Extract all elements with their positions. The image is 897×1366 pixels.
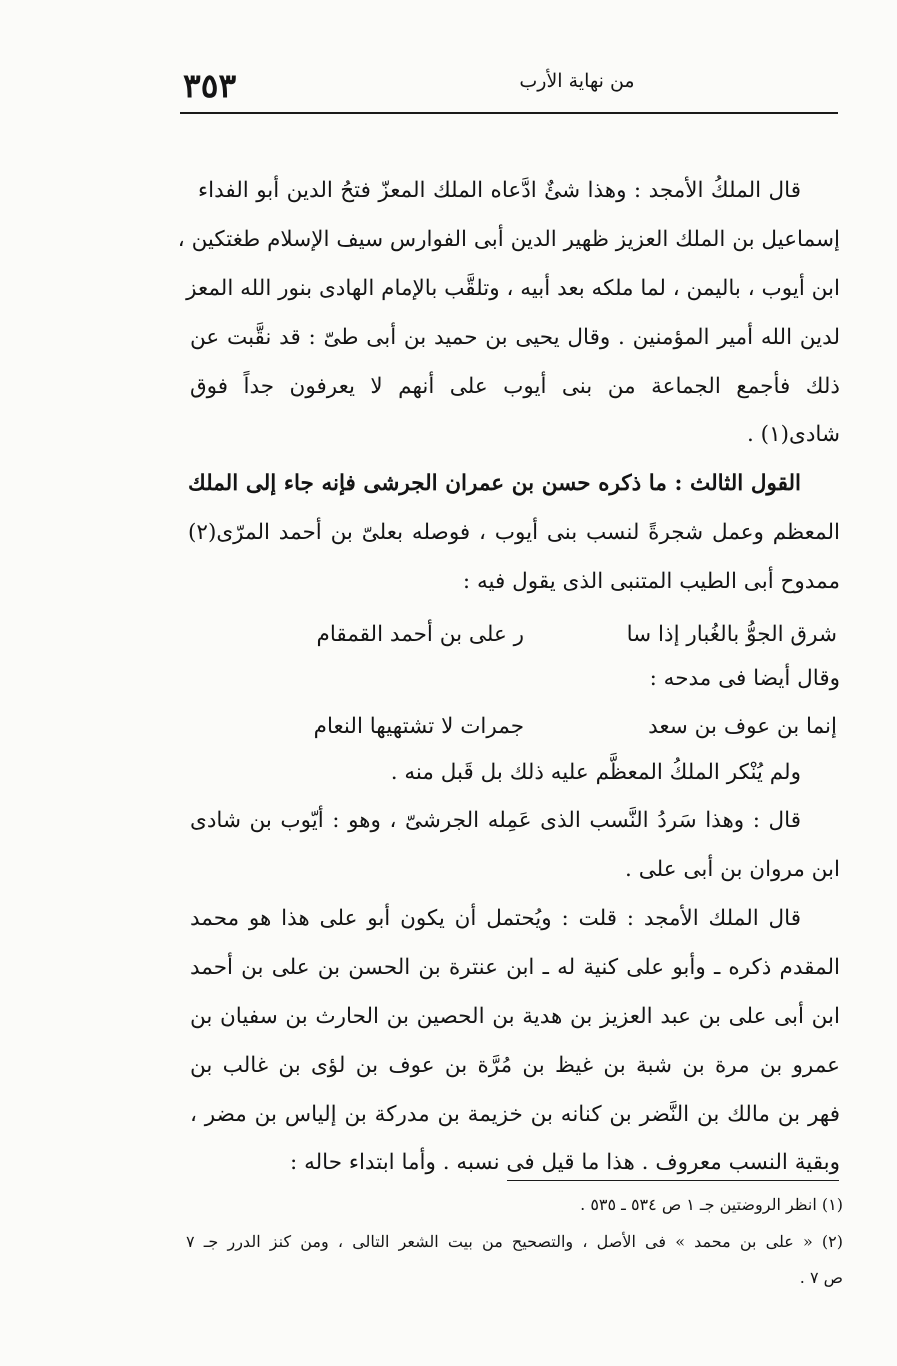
- text-line: لدين الله أمير المؤمنين . وقال يحيى بن حميد بن أبى طىّ : قد نقَّبت عن: [190, 325, 840, 350]
- verse-1-first-hemistich: شرق الجوُّ بالغُبار إذا سا: [626, 622, 837, 647]
- text-line: قال الملك الأمجد : قلت : ويُحتمل أن يكون أبو على هذا هو محمد: [190, 906, 801, 931]
- text-line: ابن مروان بن أبى على .: [625, 857, 840, 882]
- text-line: المقدم ذكره ـ وأبو على كنية له ـ ابن عنترة بن الحسن بن على بن أحمد: [190, 955, 840, 980]
- text-line: عمرو بن مرة بن شبة بن غيظ بن مُرَّة بن عوف بن لؤى بن غالب بن: [190, 1053, 840, 1078]
- text-line: وبقية النسب معروف . هذا ما قيل فى نسبه . وأما ابتداء حاله :: [290, 1150, 840, 1175]
- text-line: وقال أيضا فى مدحه :: [649, 666, 840, 691]
- footnote-rule: [507, 1180, 839, 1181]
- text-line: ولم يُنْكر الملكُ المعظَّم عليه ذلك بل قَبل منه .: [390, 760, 801, 785]
- footnote-2-continuation: ص ٧ .: [799, 1268, 843, 1287]
- verse-2-second-hemistich: جمرات لا تشتهيها النعام: [313, 714, 524, 739]
- footnote-1: (١) انظر الروضتين جـ ١ ص ٥٣٤ ـ ٥٣٥ .: [580, 1195, 843, 1214]
- text-line: شادى(١) .: [747, 422, 840, 447]
- text-line: إسماعيل بن الملك العزيز ظهير الدين أبى الفوارس سيف الإسلام طغتكين ،: [177, 227, 840, 252]
- text-line: قال الملكُ الأمجد : وهذا شئٌ ادَّعاه الملك المعزّ فتحُ الدين أبو الفداء: [198, 178, 801, 203]
- text-line: ممدوح أبى الطيب المتنبى الذى يقول فيه :: [462, 569, 840, 594]
- verse-1-second-hemistich: ر على بن أحمد القمقام: [316, 622, 524, 647]
- page-number: ٣٥٣: [183, 66, 237, 105]
- header-rule: [180, 112, 838, 114]
- text-line: ابن أبى على بن عبد العزيز بن هدية بن الحصين بن الحارث بن سفيان بن: [190, 1004, 840, 1029]
- text-line: ابن أيوب ، باليمن ، لما ملكه بعد أبيه ، وتلقَّب بالإمام الهادى بنور الله المعز: [186, 276, 840, 301]
- text-line: فهر بن مالك بن النَّضر بن كنانه بن خزيمة بن مدركة بن إلياس بن مضر ،: [190, 1102, 840, 1127]
- section-heading-line: القول الثالث : ما ذكره حسن بن عمران الجرشى فإنه جاء إلى الملك: [188, 471, 801, 496]
- footnote-2: (٢) « على بن محمد » فى الأصل ، والتصحيح من بيت الشعر التالى ، ومن كنز الدرر جـ ٧: [186, 1232, 844, 1251]
- running-title: من نهاية الأرب: [519, 70, 635, 92]
- text-line: ذلك فأجمع الجماعة من بنى أيوب على أنهم لا يعرفون جداً فوق: [190, 374, 840, 399]
- text-line: المعظم وعمل شجرةً لنسب بنى أيوب ، فوصله بعلىّ بن أحمد المرّى(٢): [188, 520, 840, 545]
- text-line: قال : وهذا سَردُ النَّسب الذى عَمِله الجرشىّ ، وهو : أيّوب بن شادى: [190, 808, 801, 833]
- verse-2-first-hemistich: إنما بن عوف بن سعد: [648, 714, 837, 739]
